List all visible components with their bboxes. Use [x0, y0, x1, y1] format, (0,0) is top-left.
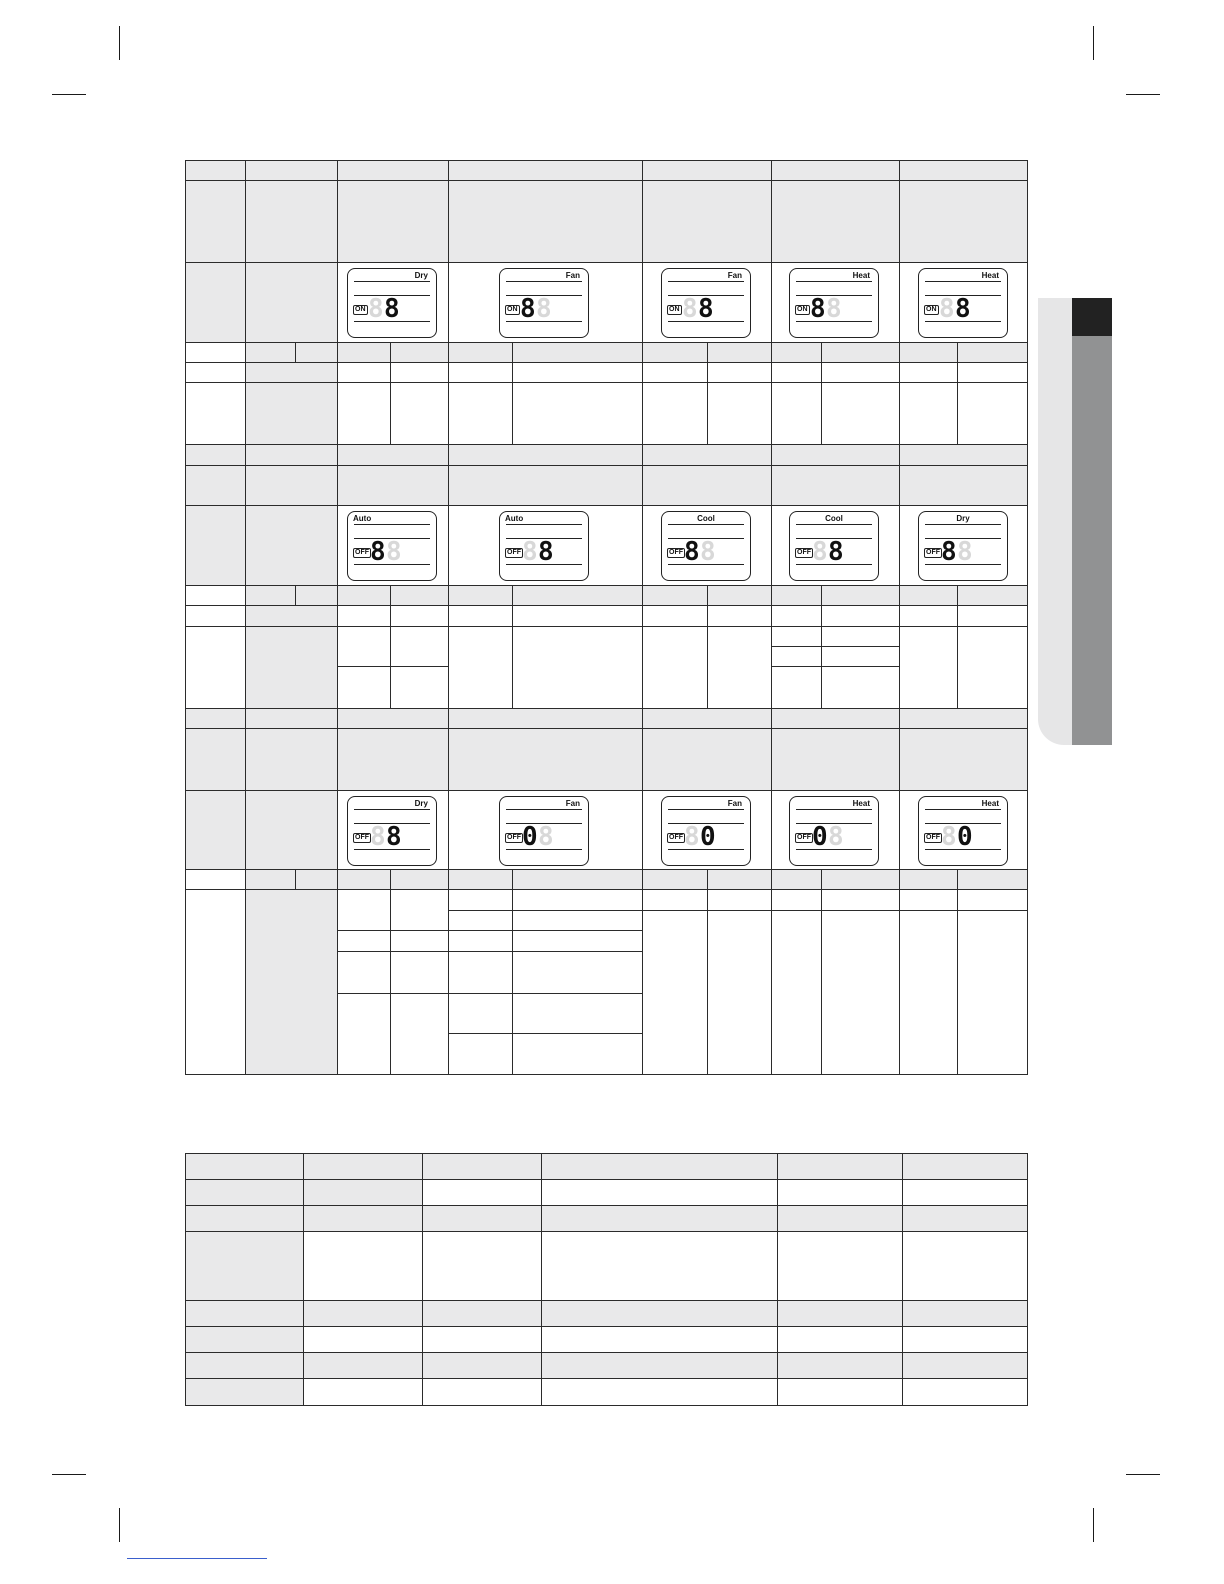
- lcd-divider: [354, 809, 430, 810]
- lcd-power-state: ON: [926, 306, 937, 313]
- lcd-digit: 8: [370, 822, 386, 852]
- lcd-divider: [506, 281, 582, 282]
- lcd-divider: [354, 524, 430, 525]
- lcd-display: [661, 796, 751, 866]
- lcd-power-state: OFF: [355, 549, 369, 556]
- lcd-divider: [796, 524, 872, 525]
- lcd-mode-label: Fan: [565, 799, 580, 808]
- lcd-divider: [925, 281, 1001, 282]
- lcd-mode-label: Heat: [981, 271, 999, 280]
- lcd-divider: [506, 524, 582, 525]
- lcd-digit: 8: [536, 294, 552, 324]
- lcd-display: [499, 511, 589, 581]
- lcd-divider: [925, 524, 1001, 525]
- lcd-digit: 8: [370, 537, 386, 567]
- lcd-display: [347, 511, 437, 581]
- lcd-digit: 8: [684, 822, 700, 852]
- lcd-power-state: OFF: [797, 549, 811, 556]
- lcd-power-state: OFF: [926, 834, 940, 841]
- lcd-digit: 8: [386, 537, 402, 567]
- lcd-digit: 8: [386, 822, 402, 852]
- lcd-digit: 8: [538, 822, 554, 852]
- lcd-mode-label: Auto: [505, 514, 524, 523]
- lcd-divider: [668, 281, 744, 282]
- lcd-power-state: ON: [355, 306, 366, 313]
- lcd-mode-label: Heat: [981, 799, 999, 808]
- lcd-mode-label: Heat: [852, 799, 870, 808]
- lcd-digit: 8: [955, 294, 971, 324]
- lcd-mode-label: Dry: [414, 271, 428, 280]
- lcd-divider: [506, 809, 582, 810]
- lcd-display: [789, 796, 879, 866]
- lcd-display: [499, 796, 589, 866]
- lcd-display: [918, 268, 1008, 338]
- lcd-digit: 8: [810, 294, 826, 324]
- lcd-divider: [925, 809, 1001, 810]
- lcd-digit: 8: [522, 537, 538, 567]
- lcd-digit: 8: [682, 294, 698, 324]
- lcd-digit: 8: [700, 537, 716, 567]
- lcd-digit: 0: [522, 822, 538, 852]
- lcd-divider: [668, 524, 744, 525]
- lcd-digit: 8: [939, 294, 955, 324]
- lcd-power-state: OFF: [507, 834, 521, 841]
- lcd-display: [499, 268, 589, 338]
- lcd-power-state: ON: [797, 306, 808, 313]
- lcd-mode-label: Fan: [727, 799, 742, 808]
- lcd-divider: [796, 809, 872, 810]
- lcd-power-state: OFF: [669, 549, 683, 556]
- lcd-display: [789, 268, 879, 338]
- lcd-display: [789, 511, 879, 581]
- lcd-digit: 8: [828, 537, 844, 567]
- lcd-display: [918, 796, 1008, 866]
- lcd-digit: 0: [700, 822, 716, 852]
- lcd-mode-label: Heat: [852, 271, 870, 280]
- lcd-display: [347, 796, 437, 866]
- lcd-digit: 8: [684, 537, 700, 567]
- lcd-digit: 8: [368, 294, 384, 324]
- lcd-digit: 8: [698, 294, 714, 324]
- lcd-digit: 8: [828, 822, 844, 852]
- lcd-digit: 8: [812, 537, 828, 567]
- lcd-display: [918, 511, 1008, 581]
- lcd-mode-label: Cool: [825, 514, 843, 523]
- lcd-mode-label: Auto: [353, 514, 372, 523]
- lcd-mode-label: Fan: [727, 271, 742, 280]
- lcd-digit: 8: [538, 537, 554, 567]
- lcd-digit: 8: [826, 294, 842, 324]
- lcd-divider: [354, 281, 430, 282]
- lcd-digit: 8: [520, 294, 536, 324]
- lcd-mode-label: Fan: [565, 271, 580, 280]
- lcd-mode-label: Dry: [956, 514, 970, 523]
- lcd-divider: [796, 281, 872, 282]
- lcd-power-state: OFF: [507, 549, 521, 556]
- lcd-power-state: ON: [669, 306, 680, 313]
- lcd-display: [347, 268, 437, 338]
- lcd-power-state: OFF: [926, 549, 940, 556]
- lcd-mode-label: Cool: [697, 514, 715, 523]
- lcd-power-state: OFF: [669, 834, 683, 841]
- lcd-mode-label: Dry: [414, 799, 428, 808]
- lcd-digit: 8: [384, 294, 400, 324]
- lcd-power-state: OFF: [355, 834, 369, 841]
- lcd-divider: [668, 809, 744, 810]
- lcd-digit: 8: [957, 537, 973, 567]
- lcd-digit: 8: [941, 822, 957, 852]
- lcd-digit: 0: [957, 822, 973, 852]
- lcd-power-state: ON: [507, 306, 518, 313]
- lcd-digit: 0: [812, 822, 828, 852]
- lcd-display: [661, 268, 751, 338]
- lcd-digit: 8: [941, 537, 957, 567]
- lcd-power-state: OFF: [797, 834, 811, 841]
- lcd-display: [661, 511, 751, 581]
